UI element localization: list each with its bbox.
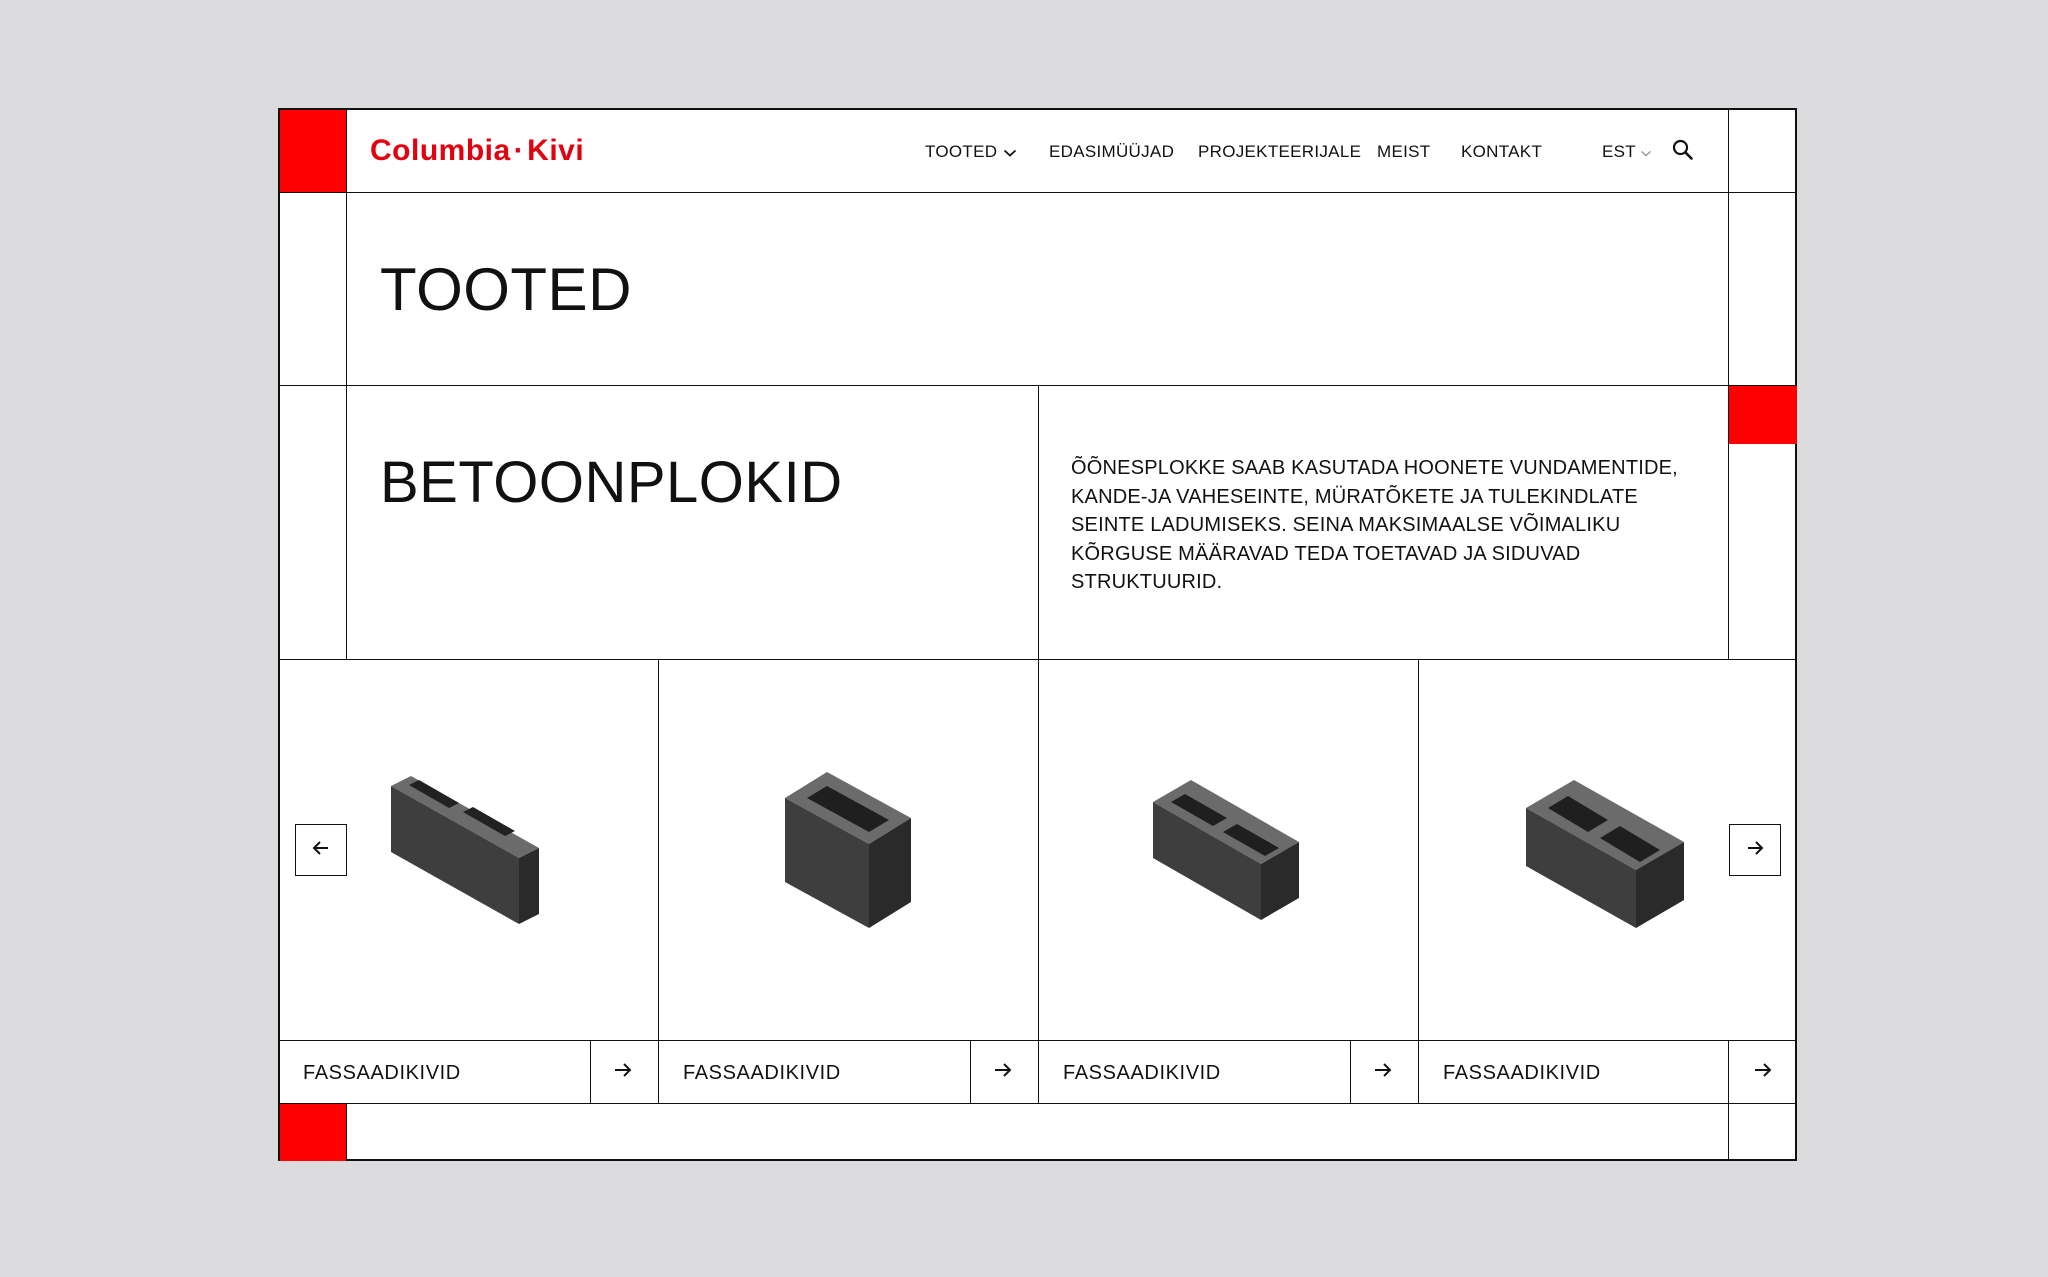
arrow-right-icon (993, 1066, 1013, 1083)
logo-text-right: Kivi (527, 134, 585, 167)
carousel-prev-button[interactable] (295, 824, 347, 876)
chevron-down-icon (1003, 143, 1017, 163)
red-accent-right (1729, 386, 1797, 444)
language-selector[interactable] (1602, 142, 1652, 163)
card-arrow-divider-3 (1350, 1040, 1351, 1103)
arrow-left-icon (312, 840, 330, 861)
card-arrow-4[interactable] (1753, 1061, 1775, 1083)
arrow-right-icon (1753, 1066, 1773, 1083)
card-arrow-2[interactable] (993, 1061, 1015, 1083)
logo-text-left: Columbia (370, 134, 511, 167)
site-frame (278, 108, 1797, 1161)
card-arrow-divider-1 (590, 1040, 591, 1103)
concrete-block-two-slot-icon[interactable] (389, 776, 541, 924)
section-title: BETOONPLOKID (380, 450, 843, 515)
card-arrow-3[interactable] (1373, 1061, 1395, 1083)
arrow-right-icon (1746, 840, 1764, 861)
section-column-line (1038, 385, 1039, 659)
left-gutter-line-footer (346, 1103, 347, 1161)
chevron-down-icon (1640, 143, 1652, 163)
card-arrow-divider-4 (1728, 1040, 1729, 1103)
red-accent-bottom-left (280, 1104, 346, 1161)
card-divider-3 (1418, 659, 1419, 1103)
nav-item-meist[interactable]: MEIST (1377, 142, 1431, 161)
card-divider-2 (1038, 659, 1039, 1103)
language-label: EST (1602, 142, 1636, 161)
card-arrow-divider-2 (970, 1040, 971, 1103)
concrete-block-square-icon[interactable] (785, 772, 913, 928)
card-label-1[interactable]: FASSAADIKIVID (303, 1062, 461, 1084)
arrow-right-icon (613, 1066, 633, 1083)
concrete-block-open-end-icon[interactable] (1526, 780, 1686, 928)
brand-logo[interactable] (370, 134, 584, 168)
nav-item-edasimuujad[interactable]: EDASIMÜÜJAD (1049, 142, 1175, 161)
logo-dot: · (513, 134, 525, 167)
arrow-right-icon (1373, 1066, 1393, 1083)
section-description: ÕÕNESPLOKKE SAAB KASUTADA HOONETE VUNDAMENTIDE, KANDE-JA VAHESEINTE, MÜRATÕKETE JA TULEKINDLATE SEINTE LADUMISEKS. SEINA MAKSIMAALSE VÕIMALIKU KÕRGUSE MÄÄRAVAD TEDA TOETAVAD JA SIDUVAD STRUKTUURID. (1071, 457, 1678, 593)
nav-item-label: TOOTED (925, 142, 998, 161)
card-arrow-1[interactable] (613, 1061, 635, 1083)
nav-item-kontakt[interactable]: KONTAKT (1461, 142, 1543, 161)
nav-item-projekteerijale[interactable]: PROJEKTEERIJALE (1198, 142, 1362, 161)
carousel-next-button[interactable] (1729, 824, 1781, 876)
nav-item-tooted[interactable] (925, 142, 1017, 163)
card-label-2[interactable]: FASSAADIKIVID (683, 1062, 841, 1084)
search-icon[interactable] (1671, 138, 1695, 162)
footer-divider (280, 1103, 1797, 1104)
card-label-3[interactable]: FASSAADIKIVID (1063, 1062, 1221, 1084)
card-divider-1 (658, 659, 659, 1103)
concrete-block-double-cell-icon[interactable] (1153, 780, 1301, 920)
right-gutter-line-footer (1728, 1103, 1729, 1161)
card-label-4[interactable]: FASSAADIKIVID (1443, 1062, 1601, 1084)
left-gutter-line (346, 110, 347, 659)
red-accent-top-left (280, 110, 346, 192)
header-divider (280, 192, 1797, 193)
right-gutter-line (1728, 110, 1729, 659)
page-title: TOOTED (380, 256, 632, 323)
